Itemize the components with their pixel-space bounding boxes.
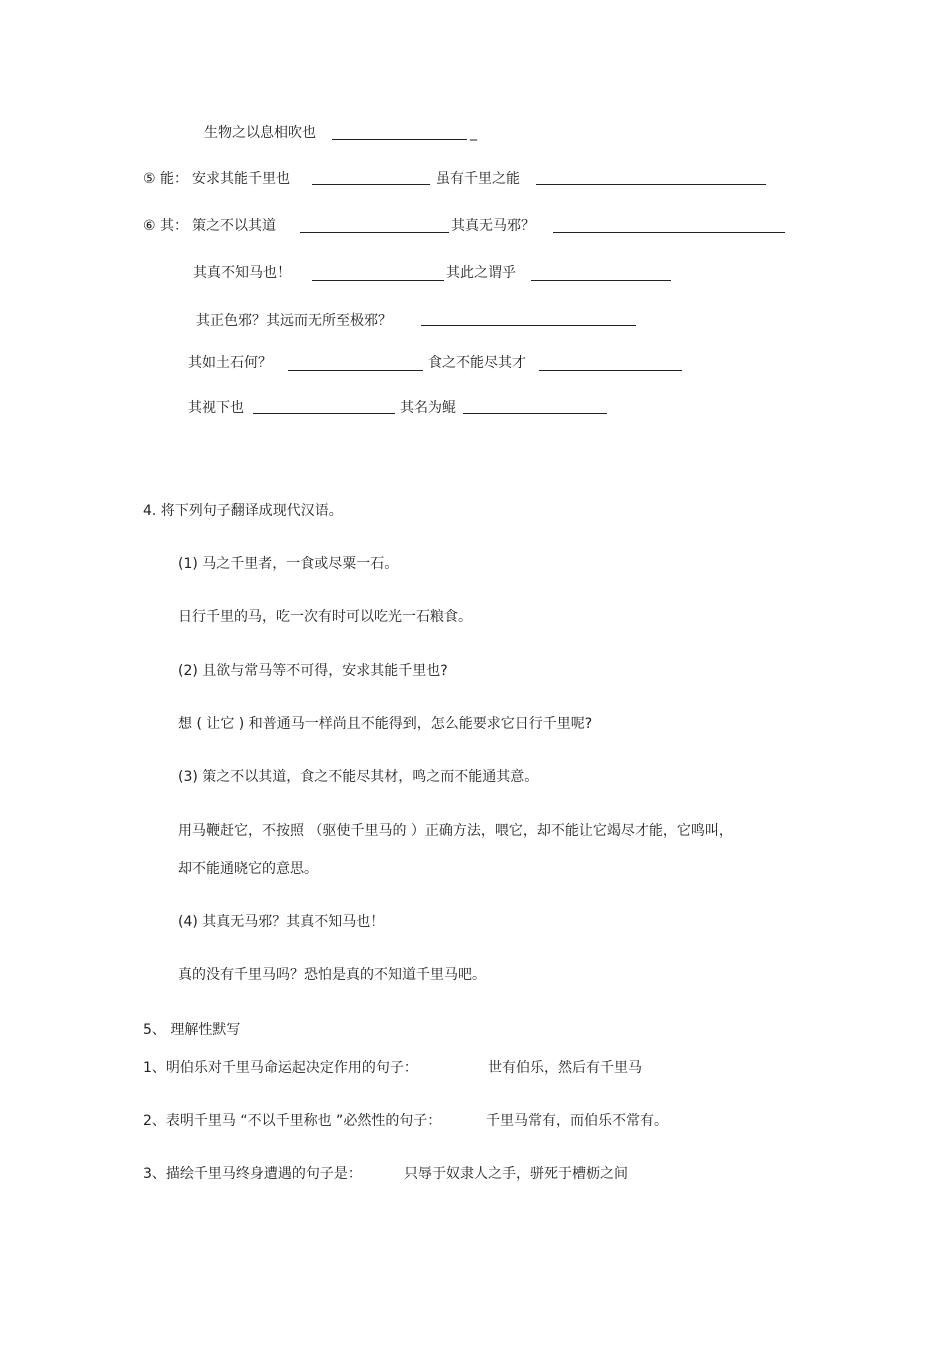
answer-blank[interactable] [312,184,430,185]
phrase-qi2-b: 其此之谓乎 [446,265,516,281]
translate-question: (2) 且欲与常马等不可得，安求其能千里也? [178,663,448,679]
answer-blank[interactable] [463,413,607,414]
translate-answer-cont: 却不能通晓它的意思。 [178,861,318,877]
section-heading-dictation: 5、 理解性默写 [143,1022,241,1038]
translate-answer: 真的没有千里马吗？恐怕是真的不知道千里马吧。 [178,967,486,983]
phrase-qi5-a: 其视下也 [188,400,244,416]
phrase-qi4-b: 食之不能尽其才 [428,355,526,371]
translate-answer: 用马鞭赶它，不按照 （驱使千里马的 ）正确方法，喂它，却不能让它竭尽才能，它鸣叫， [178,823,733,839]
phrase-qi1-a: 策之不以其道 [192,218,276,234]
answer-blank[interactable] [312,280,444,281]
answer-blank[interactable] [253,413,395,414]
dictation-answer: 千里马常有，而伯乐不常有。 [486,1113,668,1129]
answer-blank[interactable] [288,370,423,371]
dictation-answer: 世有伯乐，然后有千里马 [488,1060,642,1076]
label-qi: ⑥ 其： [143,218,189,234]
answer-blank[interactable] [421,325,636,326]
label-neng: ⑤ 能： [143,171,189,187]
phrase-qi2-a: 其真不知马也！ [193,265,291,281]
answer-blank[interactable] [332,139,467,140]
phrase-qi1-b: 其真无马邪？ [451,218,535,234]
dictation-question: 1、明伯乐对千里马命运起决定作用的句子： [143,1060,418,1076]
translate-question: (1) 马之千里者，一食或尽粟一石。 [178,556,399,572]
phrase-qi5-b: 其名为鲲 [400,400,456,416]
dictation-question: 3、描绘千里马终身遭遇的句子是： [143,1166,362,1182]
phrase-neng-b: 虽有千里之能 [436,171,520,187]
dictation-answer: 只辱于奴隶人之手，骈死于槽枥之间 [404,1166,628,1182]
phrase-wu: 生物之以息相吹也 [204,125,316,141]
section-heading-translate: 4. 将下列句子翻译成现代汉语。 [143,503,343,519]
phrase-qi3-a: 其正色邪？其远而无所至极邪？ [196,313,392,329]
answer-blank[interactable] [300,232,449,233]
translate-question: (4) 其真无马邪？其真不知马也！ [178,914,385,930]
blank-trail: _ [470,125,477,141]
answer-blank[interactable] [553,232,785,233]
answer-blank[interactable] [539,370,682,371]
answer-blank[interactable] [531,280,671,281]
answer-blank[interactable] [536,184,766,185]
dictation-question: 2、表明千里马 “不以千里称也 ”必然性的句子： [143,1113,442,1129]
phrase-neng-a: 安求其能千里也 [192,171,290,187]
translate-question: (3) 策之不以其道，食之不能尽其材，鸣之而不能通其意。 [178,769,539,785]
phrase-qi4-a: 其如土石何？ [188,355,272,371]
translate-answer: 日行千里的马，吃一次有时可以吃光一石粮食。 [178,609,472,625]
translate-answer: 想 ( 让它 ) 和普通马一样尚且不能得到，怎么能要求它日行千里呢? [178,716,593,732]
